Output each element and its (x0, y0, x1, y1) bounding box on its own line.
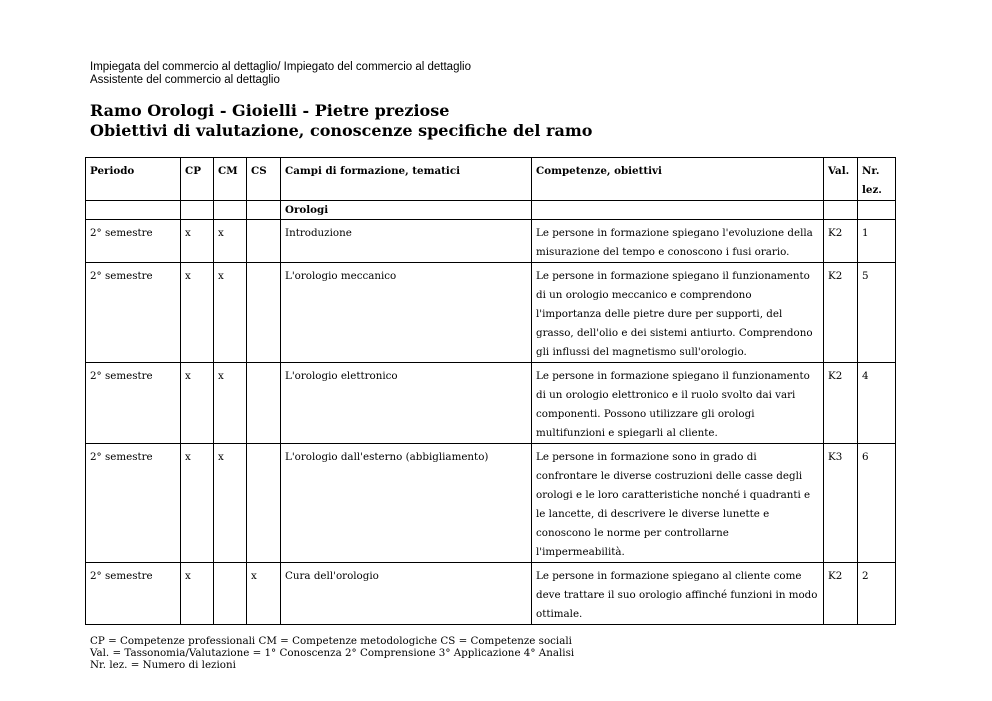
cell-periodo: 2° semestre (86, 363, 181, 444)
cell-periodo: 2° semestre (86, 563, 181, 625)
header-nr (858, 158, 896, 201)
cell-cm (214, 563, 247, 625)
header-line-1: Impiegata del commercio al dettaglio/ Impiegato del commercio al dettaglio (90, 61, 471, 73)
cell-val: K2 (824, 263, 858, 363)
cell-periodo: 2° semestre (86, 220, 181, 263)
cell-cs (247, 363, 281, 444)
table-row (86, 363, 896, 444)
document-title (90, 101, 592, 141)
cell-cm: x (214, 363, 247, 444)
cell-nr: 4 (858, 363, 896, 444)
cell-cs (247, 220, 281, 263)
cell-campi: L'orologio elettronico (281, 363, 532, 444)
cell-cp: x (181, 563, 214, 625)
document-header (90, 61, 471, 87)
cell-nr: 6 (858, 444, 896, 563)
cell-competenze: Le persone in formazione spiegano al cliente come deve trattare il suo orologio affinché funzioni in modo ottimale. (532, 563, 824, 625)
table-row (86, 263, 896, 363)
header-nr-line-1: Nr. (862, 165, 880, 177)
cell-competenze: Le persone in formazione spiegano il funzionamento di un orologio elettronico e il ruolo svolto dai vari componenti. Possono utilizzare gli orologi multifunzioni e spiegarli al cliente. (532, 363, 824, 444)
header-cm: CM (214, 158, 247, 201)
cell-val: K2 (824, 563, 858, 625)
cell-cm: x (214, 220, 247, 263)
cell-periodo: 2° semestre (86, 444, 181, 563)
legend-footer (90, 635, 574, 671)
cell-val: K3 (824, 444, 858, 563)
legend-line-3: Nr. lez. = Numero di lezioni (90, 659, 236, 671)
legend-line-2: Val. = Tassonomia/Valutazione = 1° Conoscenza 2° Comprensione 3° Applicazione 4° Analisi (90, 647, 575, 659)
cell-val: K2 (824, 220, 858, 263)
cell-cs (247, 263, 281, 363)
header-cs: CS (247, 158, 281, 201)
header-nr-line-2: lez. (862, 184, 882, 196)
cell-competenze: Le persone in formazione spiegano l'evoluzione della misurazione del tempo e conoscono i fusi orario. (532, 220, 824, 263)
header-val: Val. (824, 158, 858, 201)
section-label: Orologi (281, 201, 532, 220)
cell-cm: x (214, 263, 247, 363)
objectives-table (85, 157, 896, 625)
cell-periodo: 2° semestre (86, 263, 181, 363)
cell-cs (247, 444, 281, 563)
table-row (86, 563, 896, 625)
cell-cp: x (181, 220, 214, 263)
cell-val: K2 (824, 363, 858, 444)
cell-cs: x (247, 563, 281, 625)
cell-cp: x (181, 363, 214, 444)
header-cp: CP (181, 158, 214, 201)
title-line-1: Ramo Orologi - Gioielli - Pietre preziose (90, 101, 450, 120)
section-row (86, 201, 896, 220)
legend-line-1: CP = Competenze professionali CM = Competenze metodologiche CS = Competenze sociali (90, 635, 572, 647)
header-periodo: Periodo (86, 158, 181, 201)
header-competenze: Competenze, obiettivi (532, 158, 824, 201)
header-line-2: Assistente del commercio al dettaglio (90, 74, 280, 86)
cell-nr: 1 (858, 220, 896, 263)
cell-campi: Cura dell'orologio (281, 563, 532, 625)
cell-campi: Introduzione (281, 220, 532, 263)
title-line-2: Obiettivi di valutazione, conoscenze specifiche del ramo (90, 121, 593, 140)
table-row (86, 220, 896, 263)
cell-competenze: Le persone in formazione sono in grado di confrontare le diverse costruzioni delle casse degli orologi e le loro caratteristiche nonché i quadranti e le lancette, di descrivere le diverse lunette e conoscono le norme per controllarne l'impermeabilità. (532, 444, 824, 563)
cell-cp: x (181, 263, 214, 363)
header-campi: Campi di formazione, tematici (281, 158, 532, 201)
cell-campi: L'orologio meccanico (281, 263, 532, 363)
cell-cm: x (214, 444, 247, 563)
cell-campi: L'orologio dall'esterno (abbigliamento) (281, 444, 532, 563)
table-row (86, 444, 896, 563)
cell-nr: 5 (858, 263, 896, 363)
cell-nr: 2 (858, 563, 896, 625)
cell-cp: x (181, 444, 214, 563)
table-header-row (86, 158, 896, 201)
cell-competenze: Le persone in formazione spiegano il funzionamento di un orologio meccanico e comprendono l'importanza delle pietre dure per supporti, del grasso, dell'olio e dei sistemi antiurto. Comprendono gli influssi del magnetismo sull'orologio. (532, 263, 824, 363)
